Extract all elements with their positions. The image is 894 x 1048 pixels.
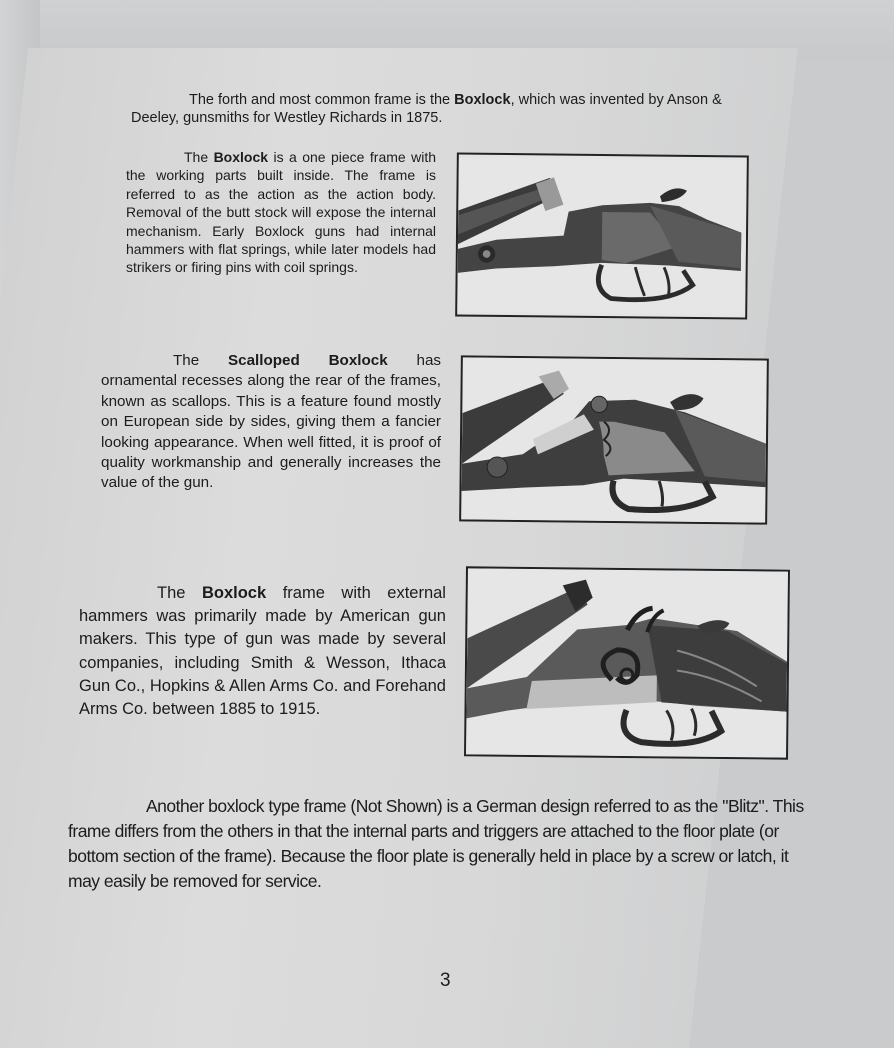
boxlock-gun-illustration: [457, 154, 747, 317]
external-hammer-boxlock-gun-illustration: [466, 568, 788, 757]
bold-term: Boxlock: [213, 149, 269, 165]
bold-term: Boxlock: [454, 92, 511, 108]
paragraph-scalloped-boxlock: The Scalloped Boxlock has ornamental recesses along the rear of the frames, known as scallops. This is a feature found mostly on European side by sides, giving them a fancier looking appearance. When well fitted, it is proof of quality workmanship and generally increases the value of the gun.: [101, 352, 441, 492]
page-number: 3: [440, 970, 451, 991]
figure-scalloped-boxlock-gun: [459, 355, 769, 524]
figure-boxlock-gun: [455, 152, 749, 319]
paragraph-blitz: Another boxlock type frame (Not Shown) is a German design referred to as the "Blitz". This frame differs from the others in that the internal parts and triggers are attached to the floor plate (or bottom section of the frame). Because the floor plate is generally held in place by a screw or latch, it may easily be removed for service.: [68, 796, 804, 891]
paragraph-external-hammers: The Boxlock frame with external hammers was primarily made by American gun makers. This type of gun was made by several companies, including Smith & Wesson, Ithaca Gun Co., Hopkins & Allen Arms Co. and Forehand Arms Co. between 1885 to 1915.: [79, 584, 446, 719]
bold-term: Scalloped Boxlock: [228, 352, 388, 369]
paragraph-intro: The forth and most common frame is the Boxlock, which was invented by Anson & Deeley, gunsmiths for Westley Richards in 1875.: [131, 92, 722, 126]
bold-term: Boxlock: [201, 584, 267, 602]
paragraph-boxlock: The Boxlock is a one piece frame with the working parts built inside. The frame is referred to as the action as the action body. Removal of the butt stock will expose the internal mechanism. Early Boxlock guns had internal hammers with flat springs, while later models had strikers or firing pins with coil springs.: [126, 149, 437, 276]
page-content: [28, 48, 894, 1008]
figure-external-hammer-boxlock-gun: [464, 566, 790, 759]
scalloped-boxlock-gun-illustration: [461, 357, 767, 522]
